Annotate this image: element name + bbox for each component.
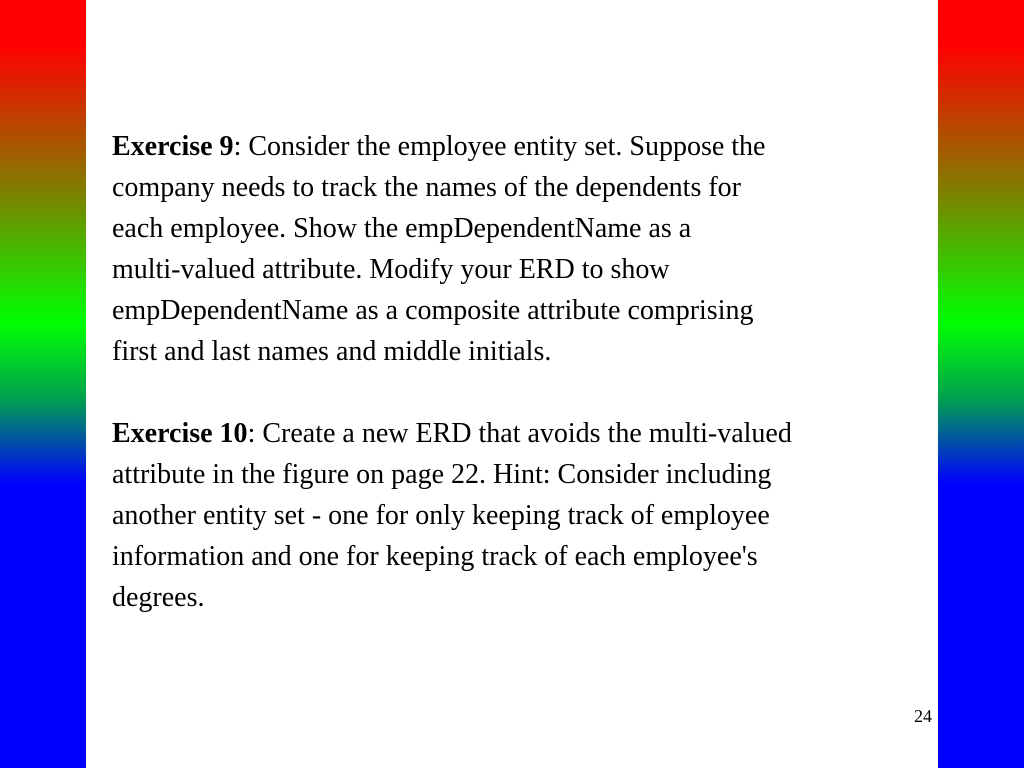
exercise-9-separator: :	[233, 131, 249, 162]
exercise-9-line-4: multi-valued attribute. Modify your ERD to show	[112, 254, 670, 285]
exercise-10-text-1: Create a new ERD that avoids the multi-valued	[262, 418, 792, 449]
exercise-10-line-3: another entity set - one for only keeping track of employee	[112, 500, 770, 531]
exercise-9-text-1: Consider the employee entity set. Suppose the	[248, 131, 766, 162]
left-gradient-bar	[0, 0, 86, 768]
exercise-9	[112, 126, 952, 372]
exercise-9-line-6: first and last names and middle initials.	[112, 336, 552, 367]
exercise-10	[112, 413, 952, 618]
page-number: 24	[914, 706, 932, 726]
exercise-10-line-1	[112, 413, 952, 454]
exercise-9-line-3: each employee. Show the empDependentName as a	[112, 213, 692, 244]
exercise-10-line-2: attribute in the figure on page 22. Hint: Consider including	[112, 459, 772, 490]
exercise-10-line-5: degrees.	[112, 582, 205, 613]
exercise-9-line-5: empDependentName as a composite attribute comprising	[112, 295, 754, 326]
exercise-9-line-2: company needs to track the names of the dependents for	[112, 172, 742, 203]
exercise-10-separator: :	[247, 418, 263, 449]
exercise-9-line-1	[112, 126, 952, 167]
exercise-10-line-4: information and one for keeping track of each employee's	[112, 541, 758, 572]
slide-content	[112, 126, 952, 659]
exercise-10-title: Exercise 10	[112, 418, 248, 449]
exercise-9-title: Exercise 9	[112, 131, 234, 162]
